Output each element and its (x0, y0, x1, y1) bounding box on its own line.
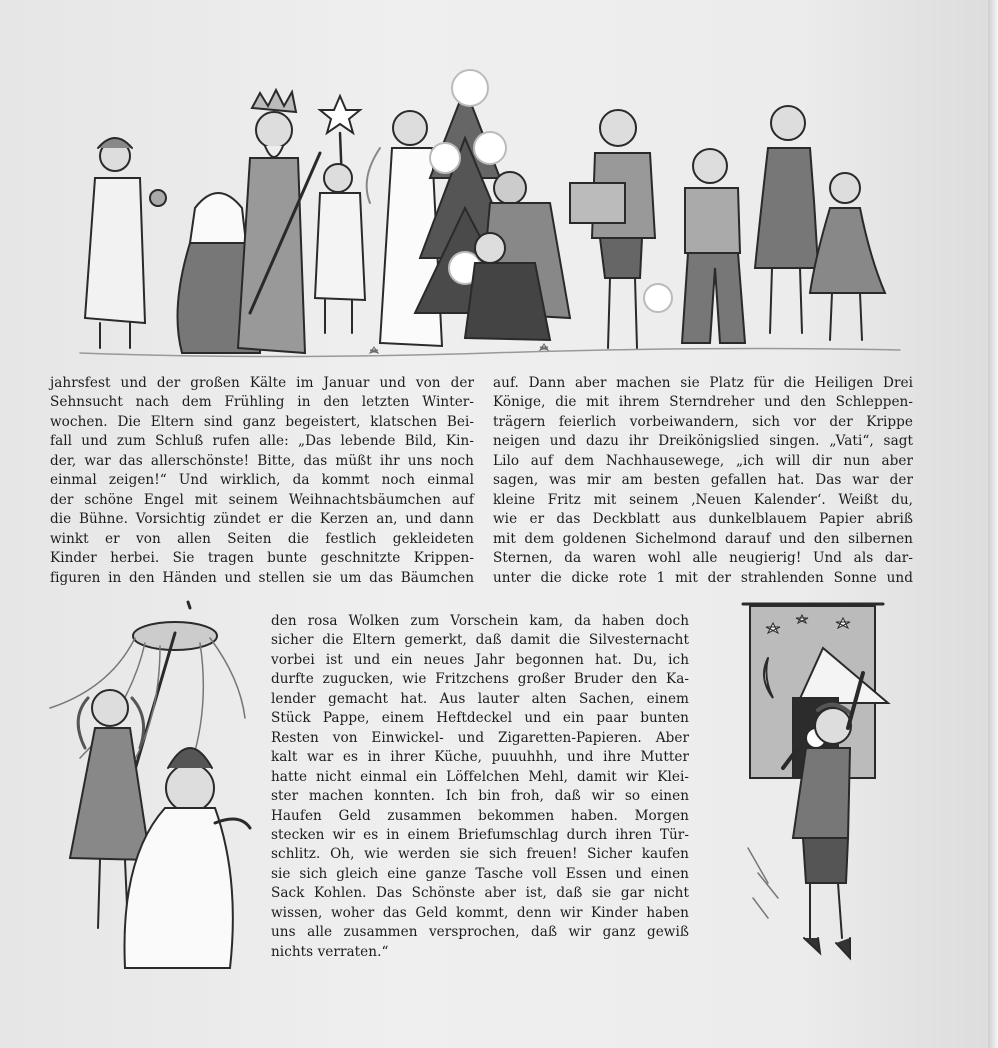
text-line: Haufen Geld zusammen bekommen haben. Morgen (271, 807, 689, 824)
text-line: stecken wir es in einem Briefumschlag durch ihren Tür- (271, 826, 689, 843)
text-line: sie sich gleich eine ganze Tasche voll Essen und einen (271, 865, 689, 882)
text-line: nichts verraten.“ (271, 943, 389, 960)
text-line: einmal zeigen!“ Und wirklich, da kommt noch einmal (50, 472, 474, 489)
text-line: figuren in den Händen und stellen sie um das Bäumchen (50, 569, 474, 586)
nativity-play-children-icon (70, 68, 912, 368)
text-line: durfte zugucken, wie Fritzchens großer Bruder den Ka- (271, 671, 689, 688)
text-line: den rosa Wolken zum Vorschein kam, da haben doch (271, 613, 689, 629)
text-line: fall und zum Schluß rufen alle: „Das lebende Bild, Kin- (50, 433, 474, 450)
text-line: mit dem goldenen Sichelmond darauf und den silbernen (493, 530, 913, 547)
text-line: sicher die Eltern gemerkt, daß damit die Silvesternacht (271, 632, 689, 649)
text-line: ster machen konnten. Ich bin froh, daß wir so einen (271, 788, 689, 805)
text-column-right (493, 374, 913, 588)
text-line: Kinder herbei. Sie tragen bunte geschnitzte Krippen- (50, 550, 474, 567)
maypole-girl-and-winter-figure-icon (40, 598, 260, 988)
text-line: wochen. Die Eltern sind ganz begeistert, klatschen Bei- (50, 413, 474, 430)
text-line: der schöne Engel mit seinem Weihnachtsbäumchen auf (50, 491, 474, 508)
text-column-center (271, 612, 689, 962)
text-line: trägern feierlich vorbeiwandern, sich vor der Krippe (493, 413, 913, 430)
text-line: unter die dicke rote 1 mit der strahlenden Sonne und (493, 569, 913, 586)
page-edge (988, 0, 998, 1048)
text-line: jahrsfest und der großen Kälte im Januar und von der (50, 375, 474, 391)
text-line: Sack Kohlen. Das Schönste aber ist, daß sie gar nicht (271, 885, 689, 902)
text-line: Sehnsucht nach dem Frühling in den letzten Winter- (50, 394, 474, 411)
text-line: Könige, die mit ihrem Sterndreher und den Schleppen- (493, 394, 913, 411)
text-line: kalt war es in ihrer Küche, puuuhhh, und ihre Mutter (271, 749, 689, 766)
text-line: auf. Dann aber machen sie Platz für die Heiligen Drei (493, 375, 913, 391)
text-line: schlitz. Oh, wie werden sie sich freuen! Sicher kaufen (271, 846, 689, 863)
maypole-illustration (40, 598, 260, 988)
boy-at-calendar-window-icon (738, 598, 928, 983)
nativity-play-illustration (70, 68, 912, 368)
text-line: vorbei ist und ein neues Jahr begonnen hat. Du, ich (271, 651, 689, 668)
text-line: wie er das Deckblatt aus dunkelblauem Papier abriß (493, 511, 913, 528)
text-line: neigen und dazu ihr Dreikönigslied singen. „Vati“, sagt (493, 433, 913, 450)
text-line: uns alle zusammen versprochen, daß wir ganz gewiß (271, 924, 689, 941)
text-line: Lilo auf dem Nachhausewege, „ich will dir nun aber (493, 452, 913, 469)
text-line: wissen, woher das Geld kommt, denn wir Kinder haben (271, 904, 689, 921)
text-line: sagen, was mir am besten gefallen hat. Das war der (493, 472, 913, 489)
text-column-left (50, 374, 474, 588)
calendar-boy-illustration (738, 598, 928, 983)
text-line: hatte nicht einmal ein Löffelchen Mehl, damit wir Klei- (271, 768, 689, 785)
text-line: Resten von Einwickel- und Zigaretten-Papieren. Aber (271, 729, 689, 746)
text-line: kleine Fritz mit seinem ‚Neuen Kalender‘. Weißt du, (493, 491, 913, 508)
text-line: winkt er von allen Seiten die festlich gekleideten (50, 530, 474, 547)
text-line: Stück Pappe, einem Heftdeckel und ein paar bunten (271, 710, 689, 727)
text-line: lender gemacht hat. Aus lauter alten Sachen, einem (271, 690, 689, 707)
text-line: der, war das allerschönste! Bitte, das müßt ihr uns noch (50, 452, 474, 469)
text-line: die Bühne. Vorsichtig zündet er die Kerzen an, und dann (50, 511, 474, 528)
text-line: Sternen, da waren wohl alle neugierig! Und als dar- (493, 550, 913, 567)
